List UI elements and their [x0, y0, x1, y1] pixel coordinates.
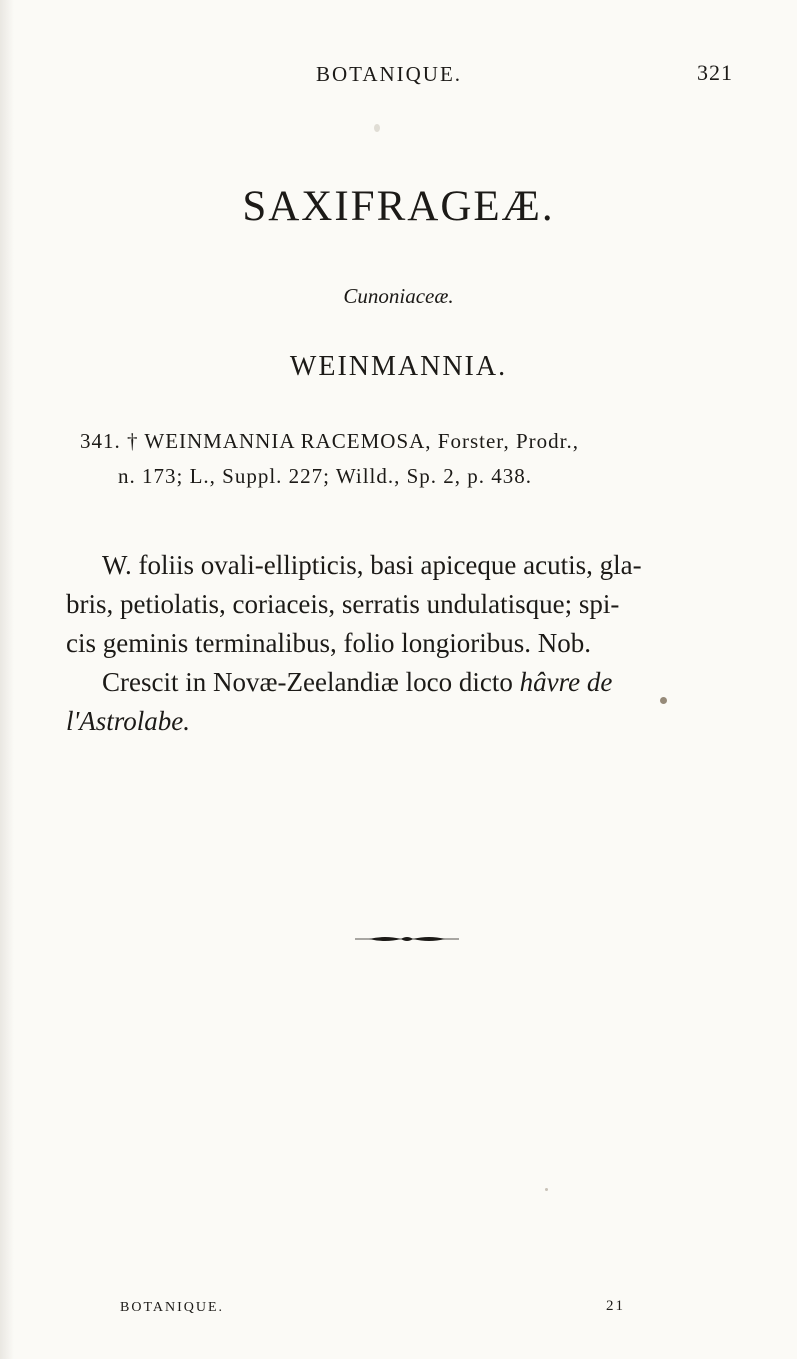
description-line: bris, petiolatis, coriaceis, serratis undulatisque; spi- — [66, 589, 620, 619]
habitat-locality: hâvre de — [519, 667, 613, 697]
subfamily-name: Cunoniaceæ. — [343, 284, 454, 308]
species-entry — [70, 424, 732, 494]
species-entry-line: n. 173; L., Suppl. 227; Willd., Sp. 2, p. 438. — [118, 464, 533, 488]
species-description — [66, 546, 742, 741]
description-line — [66, 663, 742, 702]
species-entry-line: 341. † WEINMANNIA RACEMOSA, Forster, Prodr., — [80, 429, 579, 453]
paper-blemish — [374, 124, 380, 132]
paper-blemish — [545, 1188, 548, 1191]
signature-number: 21 — [606, 1298, 625, 1314]
signature-mark: BOTANIQUE. — [120, 1300, 225, 1315]
genus-heading: WEINMANNIA. — [289, 351, 508, 382]
description-line: cis geminis terminalibus, folio longioribus. Nob. — [66, 628, 591, 658]
running-head: BOTANIQUE. — [316, 62, 463, 86]
section-end-ornament — [355, 934, 459, 944]
family-title: SAXIFRAGEÆ. — [242, 183, 555, 230]
description-line: W. foliis ovali-ellipticis, basi apiceque acutis, gla- — [102, 550, 642, 580]
page-number: 321 — [697, 60, 733, 85]
habitat-locality-continued: l'Astrolabe. — [66, 706, 191, 736]
paper-blemish — [660, 697, 667, 704]
habitat-text: Crescit in Novæ-Zeelandiæ loco dicto — [102, 667, 520, 697]
